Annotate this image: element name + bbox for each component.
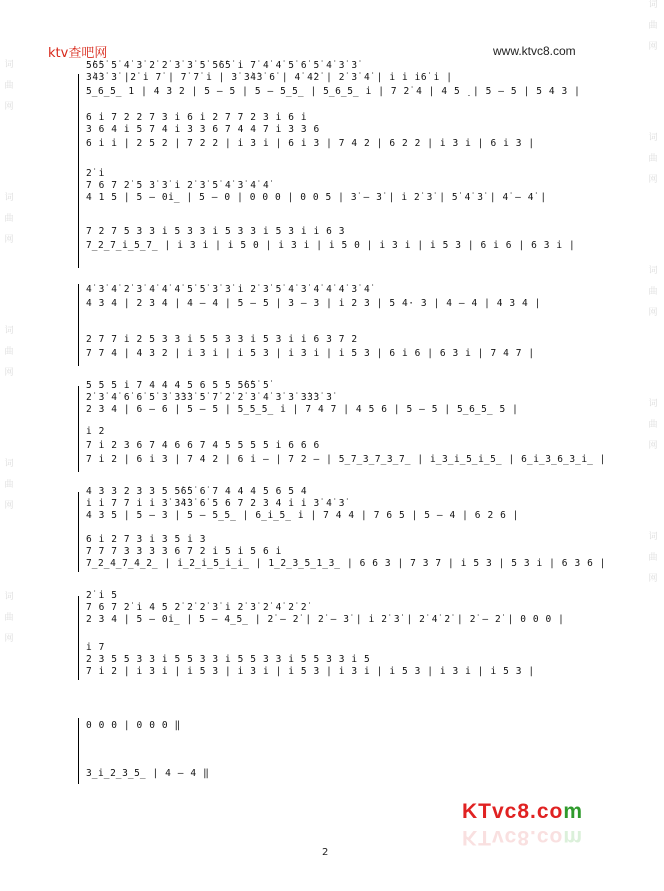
upper-staff-line: 4 3 4 | 2 3 4 | 4 — 4 | 5 — 5 | 3 — 3 | i 2 3 | 5 4· 3 | 4 — 4 | 4 3 4 | — [86, 298, 542, 309]
upper-staff-line: 2 3 4 | 5 — 0i̲ | 5 — 4̲5̲ | 2̇ — 2̇ | 2̇ — 3̇ | i̇ 2̇ 3̇ | 2̇ 4̇ 2̇ | 2̇ — 2̇ | 0 0 0 | — [86, 614, 565, 625]
system-bracket — [78, 492, 79, 572]
lower-staff-line: 7 7 7 3 3 3 3 6 7 2 i 5 i 5 6 i — [86, 546, 282, 557]
lower-staff-line: 2 7 7 i 2 5 3 3 i 5 5 3 3 i 5 3 i i 6 3 7 2 — [86, 334, 358, 345]
upper-staff-line: 5̲6̲5̲ 1 | 4 3 2 | 5 — 5 | 5 — 5̲5̲ | 5̲6̲5̲ i | 7 2̇ 4 | 4 5 ̣ | 5 — 5 | 5 4 3 | — [86, 86, 581, 97]
upper-staff-line: i i 7 7 i i 3̇ 3̇4̇3̇ 6̇ 5 6 7 2 3 4 i i 3̇ 4̇ 3̇ — [86, 498, 346, 509]
system-bracket — [78, 718, 79, 784]
watermark-left: 词 曲 网 词 曲 网 词 曲 网 词 曲 网 词 曲 网 — [4, 60, 14, 644]
watermark-right: 词 曲 网 词 曲 网 词 曲 网 词 曲 网 词 曲 网 — [648, 0, 658, 584]
site-url-text: www.ktvc8.com — [493, 44, 576, 58]
ktvc8-logo-reflection: KTvc8.com — [462, 826, 584, 849]
lower-staff-line: 3̲i̲2̲3̲5̲ | 4 — 4 ‖ — [86, 768, 210, 779]
lower-staff-line: 6 i 7 2 2 7 3 i 6 i 2 7 7 2 3 i 6 i — [86, 112, 308, 123]
upper-staff-line: 4 1 5 | 5 — 0i̲ | 5 — 0 | 0 0 0 | 0 0 5 | 3̇ — 3̇ | i̇ 2̇ 3̇ | 5̇ 4̇ 3̇ | 4̇ — 4̇ | — [86, 192, 547, 203]
site-brand-text: ktv查吧网 — [48, 46, 108, 61]
lower-staff-line: 6 i i | 2 5 2 | 7 2 2 | i 3 i | 6 i 3 | 7 4 2 | 6 2 2 | i 3 i | 6 i 3 | — [86, 138, 535, 149]
upper-staff-line: 2̇ i̇ — [86, 168, 105, 179]
lower-staff-line: 2 3 5 5 3 3 i 5 5 3 3 i 5 5 3 3 i 5 5 3 3 i 5 — [86, 654, 371, 665]
lower-staff-line: i 7 — [86, 642, 105, 653]
lower-staff-line: 7̲2̲7̲i̲5̲7̲ | i 3 i | i 5 0 | i 3 i | i 5 0 | i 3 i | i 5 3 | 6 i 6 | 6 3 i | — [86, 240, 576, 251]
system-bracket — [78, 284, 79, 366]
lower-staff-line: 7 2 7 5 3 3 i 5 3 3 i 5 3 3 i 5 3 i i 6 3 — [86, 226, 346, 237]
upper-staff-line: 7 6 7 2̇ i̇ 4 5 2̇ 2̇ 2̇ 3̇ i̇ 2̇ 3̇ 2̇ 4̇ 2̇ 2̇ — [86, 602, 308, 613]
upper-staff-line: 0 0 0 | 0 0 0 ‖ — [86, 720, 181, 731]
page-number: 2 — [322, 847, 329, 858]
upper-staff-line: 3̇4̇3̇ 3̇ |2̇ i̇ 7̇ | 7̇ 7̇ i̇ | 3̇ 3̇4̇3̇ 6̇ | 4̇ 4̇2̇ | 2̇ 3̇ 4̇ | i̇ i̇ i̇6̇ i̇ | — [86, 72, 453, 83]
lower-staff-line: 6 i 2 7 3 i 3 5 i 3 — [86, 534, 207, 545]
system-bracket — [78, 178, 79, 268]
lower-staff-line: 3 6 4 i 5 7 4 i 3 3 6 7 4 4 7 i 3 3 6 — [86, 124, 320, 135]
lower-staff-line: 7 7 4 | 4 3 2 | i 3 i | i 5 3 | i 3 i | i 5 3 | 6 i 6 | 6 3 i | 7 4 7 | — [86, 348, 535, 359]
upper-staff-line: 4 3 3 2 3 3 5 5̇6̇5̇ 6̇ 7 4 4 4 5 6 5 4 — [86, 486, 308, 497]
upper-staff-line: 4 3 5 | 5 — 3 | 5 — 5̲5̲ | 6̲i̲5̲ i | 7 4 4 | 7 6 5 | 5 — 4 | 6 2 6 | — [86, 510, 520, 521]
lower-staff-line: 7 i 2 3 6 7 4 6 6 7 4 5 5 5 5 i 6 6 6 — [86, 440, 320, 451]
upper-staff-line: 7 6 7 2̇ 5 3̇ 3̇ i̇ 2̇ 3̇ 5̇ 4̇ 3̇ 4̇ 4̇ — [86, 180, 270, 191]
lower-staff-line: 7̲2̲4̲7̲4̲2̲ | i̲2̲i̲5̲i̲i̲ | 1̲2̲3̲5̲1̲3̲ | 6 6 3 | 7 3 7 | i 5 3 | 5 3 i | 6 3 6 | — [86, 558, 607, 569]
upper-staff-line: 2̇ 3̇ 4̇ 6̇ 6̇ 5̇ 3̇ 3̇3̇3̇ 5̇ 7̇ 2̇ 2̇ 3̇ 4̇ 3̇ 3̇ 3̇3̇3̇ 3̇ — [86, 392, 333, 403]
lower-staff-line: i 2 — [86, 426, 105, 437]
lower-staff-line: 7 i 2 | i 3 i | i 5 3 | i 3 i | i 5 3 | i 3 i | i 5 3 | i 3 i | i 5 3 | — [86, 666, 535, 677]
upper-staff-line: 2̇ i̇ 5 — [86, 590, 118, 601]
upper-staff-line: 5 5 5 i 7 4 4 4 5 6 5 5 5̇6̇5̇ 5̇ — [86, 380, 270, 391]
upper-staff-line: 5̇6̇5̇ 5̇ 4̇ 3̇ 2̇ 2̇ 3̇ 3̇ 5̇ 5̇6̇5̇ i̇ 7̇ 4̇ 4̇ 5̇ 6̇ 5̇ 4̇ 3̇ 3̇ — [86, 60, 358, 71]
ktvc8-logo: KTvc8.com — [462, 800, 584, 823]
system-bracket — [78, 386, 79, 472]
lower-staff-line: 7 i 2 | 6 i 3 | 7 4 2 | 6 i — | 7 2 — | 5̲7̲3̲7̲3̲7̲ | i̲3̲i̲5̲i̲5̲ | 6̲i̲3̲6̲3̲i̲ | — [86, 454, 607, 465]
upper-staff-line: 4̇ 3̇ 4̇ 2̇ 3̇ 4̇ 4̇ 4̇ 5̇ 5̇ 3̇ 3̇ i̇ 2̇ 3̇ 5̇ 4̇ 3̇ 4̇ 4̇ 4̇ 3̇ 4̇ — [86, 284, 371, 295]
system-bracket — [78, 596, 79, 680]
upper-staff-line: 2 3 4 | 6 — 6 | 5 — 5 | 5̲5̲5̲ i | 7 4 7 | 4 5 6 | 5 — 5 | 5̲6̲5̲ 5 | — [86, 404, 519, 415]
